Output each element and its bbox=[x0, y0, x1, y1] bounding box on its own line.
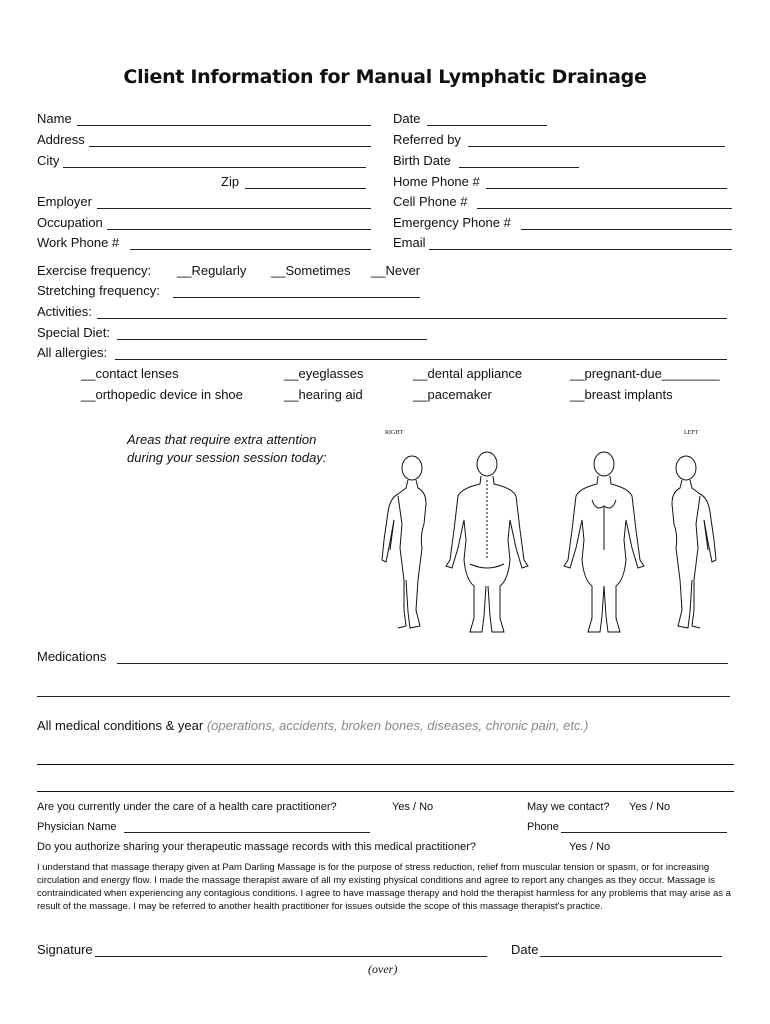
occupation-label: Occupation bbox=[37, 215, 103, 230]
allergies-label: All allergies: bbox=[37, 345, 108, 360]
address-field[interactable] bbox=[89, 146, 371, 147]
work-phone-label: Work Phone # bbox=[37, 235, 120, 250]
signature-date-label: Date bbox=[511, 942, 539, 957]
emergency-phone-field[interactable] bbox=[521, 229, 732, 230]
birth-date-label: Birth Date bbox=[393, 153, 451, 168]
practitioner-question: Are you currently under the care of a health care practitioner? bbox=[37, 801, 337, 813]
orthopedic-device-option[interactable]: __orthopedic device in shoe bbox=[81, 387, 243, 402]
exercise-regularly-option[interactable]: __Regularly bbox=[177, 263, 247, 278]
medications-field[interactable] bbox=[117, 663, 728, 664]
physician-phone-label: Phone bbox=[527, 821, 559, 833]
body-diagram[interactable] bbox=[370, 440, 740, 640]
signature-field[interactable] bbox=[95, 956, 487, 957]
breast-implants-option[interactable]: __breast implants bbox=[570, 387, 673, 402]
dental-appliance-option[interactable]: __dental appliance bbox=[413, 366, 523, 381]
allergies-field[interactable] bbox=[115, 359, 727, 360]
left-side-label: LEFT bbox=[684, 430, 699, 436]
exercise-never-option[interactable]: __Never bbox=[371, 263, 421, 278]
special-diet-label: Special Diet: bbox=[37, 325, 110, 340]
address-label: Address bbox=[37, 132, 85, 147]
body-chart-caption-1: Areas that require extra attention bbox=[127, 432, 317, 447]
hearing-aid-option[interactable]: __hearing aid bbox=[284, 387, 363, 402]
form-title: Client Information for Manual Lymphatic Drainage bbox=[123, 66, 647, 88]
body-figure-back[interactable] bbox=[446, 452, 528, 632]
activities-label: Activities: bbox=[37, 304, 92, 319]
date-field[interactable] bbox=[427, 125, 547, 126]
exercise-sometimes-option[interactable]: __Sometimes bbox=[271, 263, 351, 278]
pacemaker-option[interactable]: __pacemaker bbox=[413, 387, 492, 402]
medications-label: Medications bbox=[37, 649, 107, 664]
email-label: Email bbox=[393, 235, 426, 250]
over-note: (over) bbox=[368, 962, 398, 976]
medical-conditions-label bbox=[37, 718, 588, 734]
medical-conditions-field-2[interactable] bbox=[37, 791, 734, 792]
exercise-label: Exercise frequency: bbox=[37, 263, 152, 278]
zip-field[interactable] bbox=[245, 188, 366, 189]
employer-label: Employer bbox=[37, 194, 92, 209]
practitioner-yes-no[interactable]: Yes / No bbox=[392, 801, 434, 813]
cell-phone-label: Cell Phone # bbox=[393, 194, 468, 209]
may-contact-question: May we contact? bbox=[527, 801, 610, 813]
referred-by-label: Referred by bbox=[393, 132, 461, 147]
right-side-label: RIGHT bbox=[385, 430, 404, 436]
medications-field-line-2[interactable] bbox=[37, 696, 730, 697]
physician-phone-field[interactable] bbox=[561, 832, 727, 833]
email-field[interactable] bbox=[429, 249, 732, 250]
medical-conditions-field-1[interactable] bbox=[37, 764, 734, 765]
date-label: Date bbox=[393, 111, 421, 126]
signature-date-field[interactable] bbox=[540, 956, 722, 957]
city-label: City bbox=[37, 153, 60, 168]
physician-name-field[interactable] bbox=[124, 832, 370, 833]
body-chart-caption-2: during your session session today: bbox=[127, 450, 327, 465]
signature-label: Signature bbox=[37, 942, 93, 957]
cell-phone-field[interactable] bbox=[477, 208, 732, 209]
stretching-label: Stretching frequency: bbox=[37, 283, 160, 298]
body-figure-left-side[interactable] bbox=[672, 456, 716, 628]
share-records-question: Do you authorize sharing your therapeutic massage records with this medical practitioner? bbox=[37, 841, 476, 853]
referred-by-field[interactable] bbox=[468, 146, 725, 147]
medical-conditions-hint: (operations, accidents, broken bones, diseases, chronic pain, etc.) bbox=[206, 718, 589, 733]
occupation-field[interactable] bbox=[107, 229, 371, 230]
eyeglasses-option[interactable]: __eyeglasses bbox=[284, 366, 364, 381]
stretching-field[interactable] bbox=[173, 297, 420, 298]
zip-label: Zip bbox=[221, 174, 240, 189]
city-field[interactable] bbox=[63, 167, 366, 168]
name-label: Name bbox=[37, 111, 72, 126]
home-phone-label: Home Phone # bbox=[393, 174, 480, 189]
home-phone-field[interactable] bbox=[486, 188, 727, 189]
emergency-phone-label: Emergency Phone # bbox=[393, 215, 511, 230]
body-figure-front[interactable] bbox=[564, 452, 644, 632]
activities-field[interactable] bbox=[97, 318, 727, 319]
may-contact-yes-no[interactable]: Yes / No bbox=[629, 801, 671, 813]
name-field[interactable] bbox=[77, 125, 371, 126]
employer-field[interactable] bbox=[97, 208, 371, 209]
contact-lenses-option[interactable]: __contact lenses bbox=[81, 366, 179, 381]
consent-paragraph: I understand that massage therapy given at Pam Darling Massage is for the purpose of stress reduction, relief from muscular tension or spasm, or for increasing circulation and energy flow. I made the massage therapist aware of all my existing physical conditions and agree to report any changes as they occur. Massage is contraindicated when experiencing any contagious conditions. I agree to have massage therapy and hold the therapist harmless for any problems that may arise as a result of the massage. I may be referred to another health practitioner for issues outside the scope of this massage therapist's practice. bbox=[37, 862, 731, 912]
special-diet-field[interactable] bbox=[117, 339, 427, 340]
work-phone-field[interactable] bbox=[130, 249, 371, 250]
physician-name-label: Physician Name bbox=[37, 821, 117, 833]
medical-conditions-text: All medical conditions & year bbox=[37, 718, 204, 733]
share-records-yes-no[interactable]: Yes / No bbox=[569, 841, 611, 853]
pregnant-due-option[interactable]: __pregnant-due________ bbox=[570, 366, 720, 381]
birth-date-field[interactable] bbox=[459, 167, 579, 168]
body-figure-right-side[interactable] bbox=[382, 456, 426, 628]
